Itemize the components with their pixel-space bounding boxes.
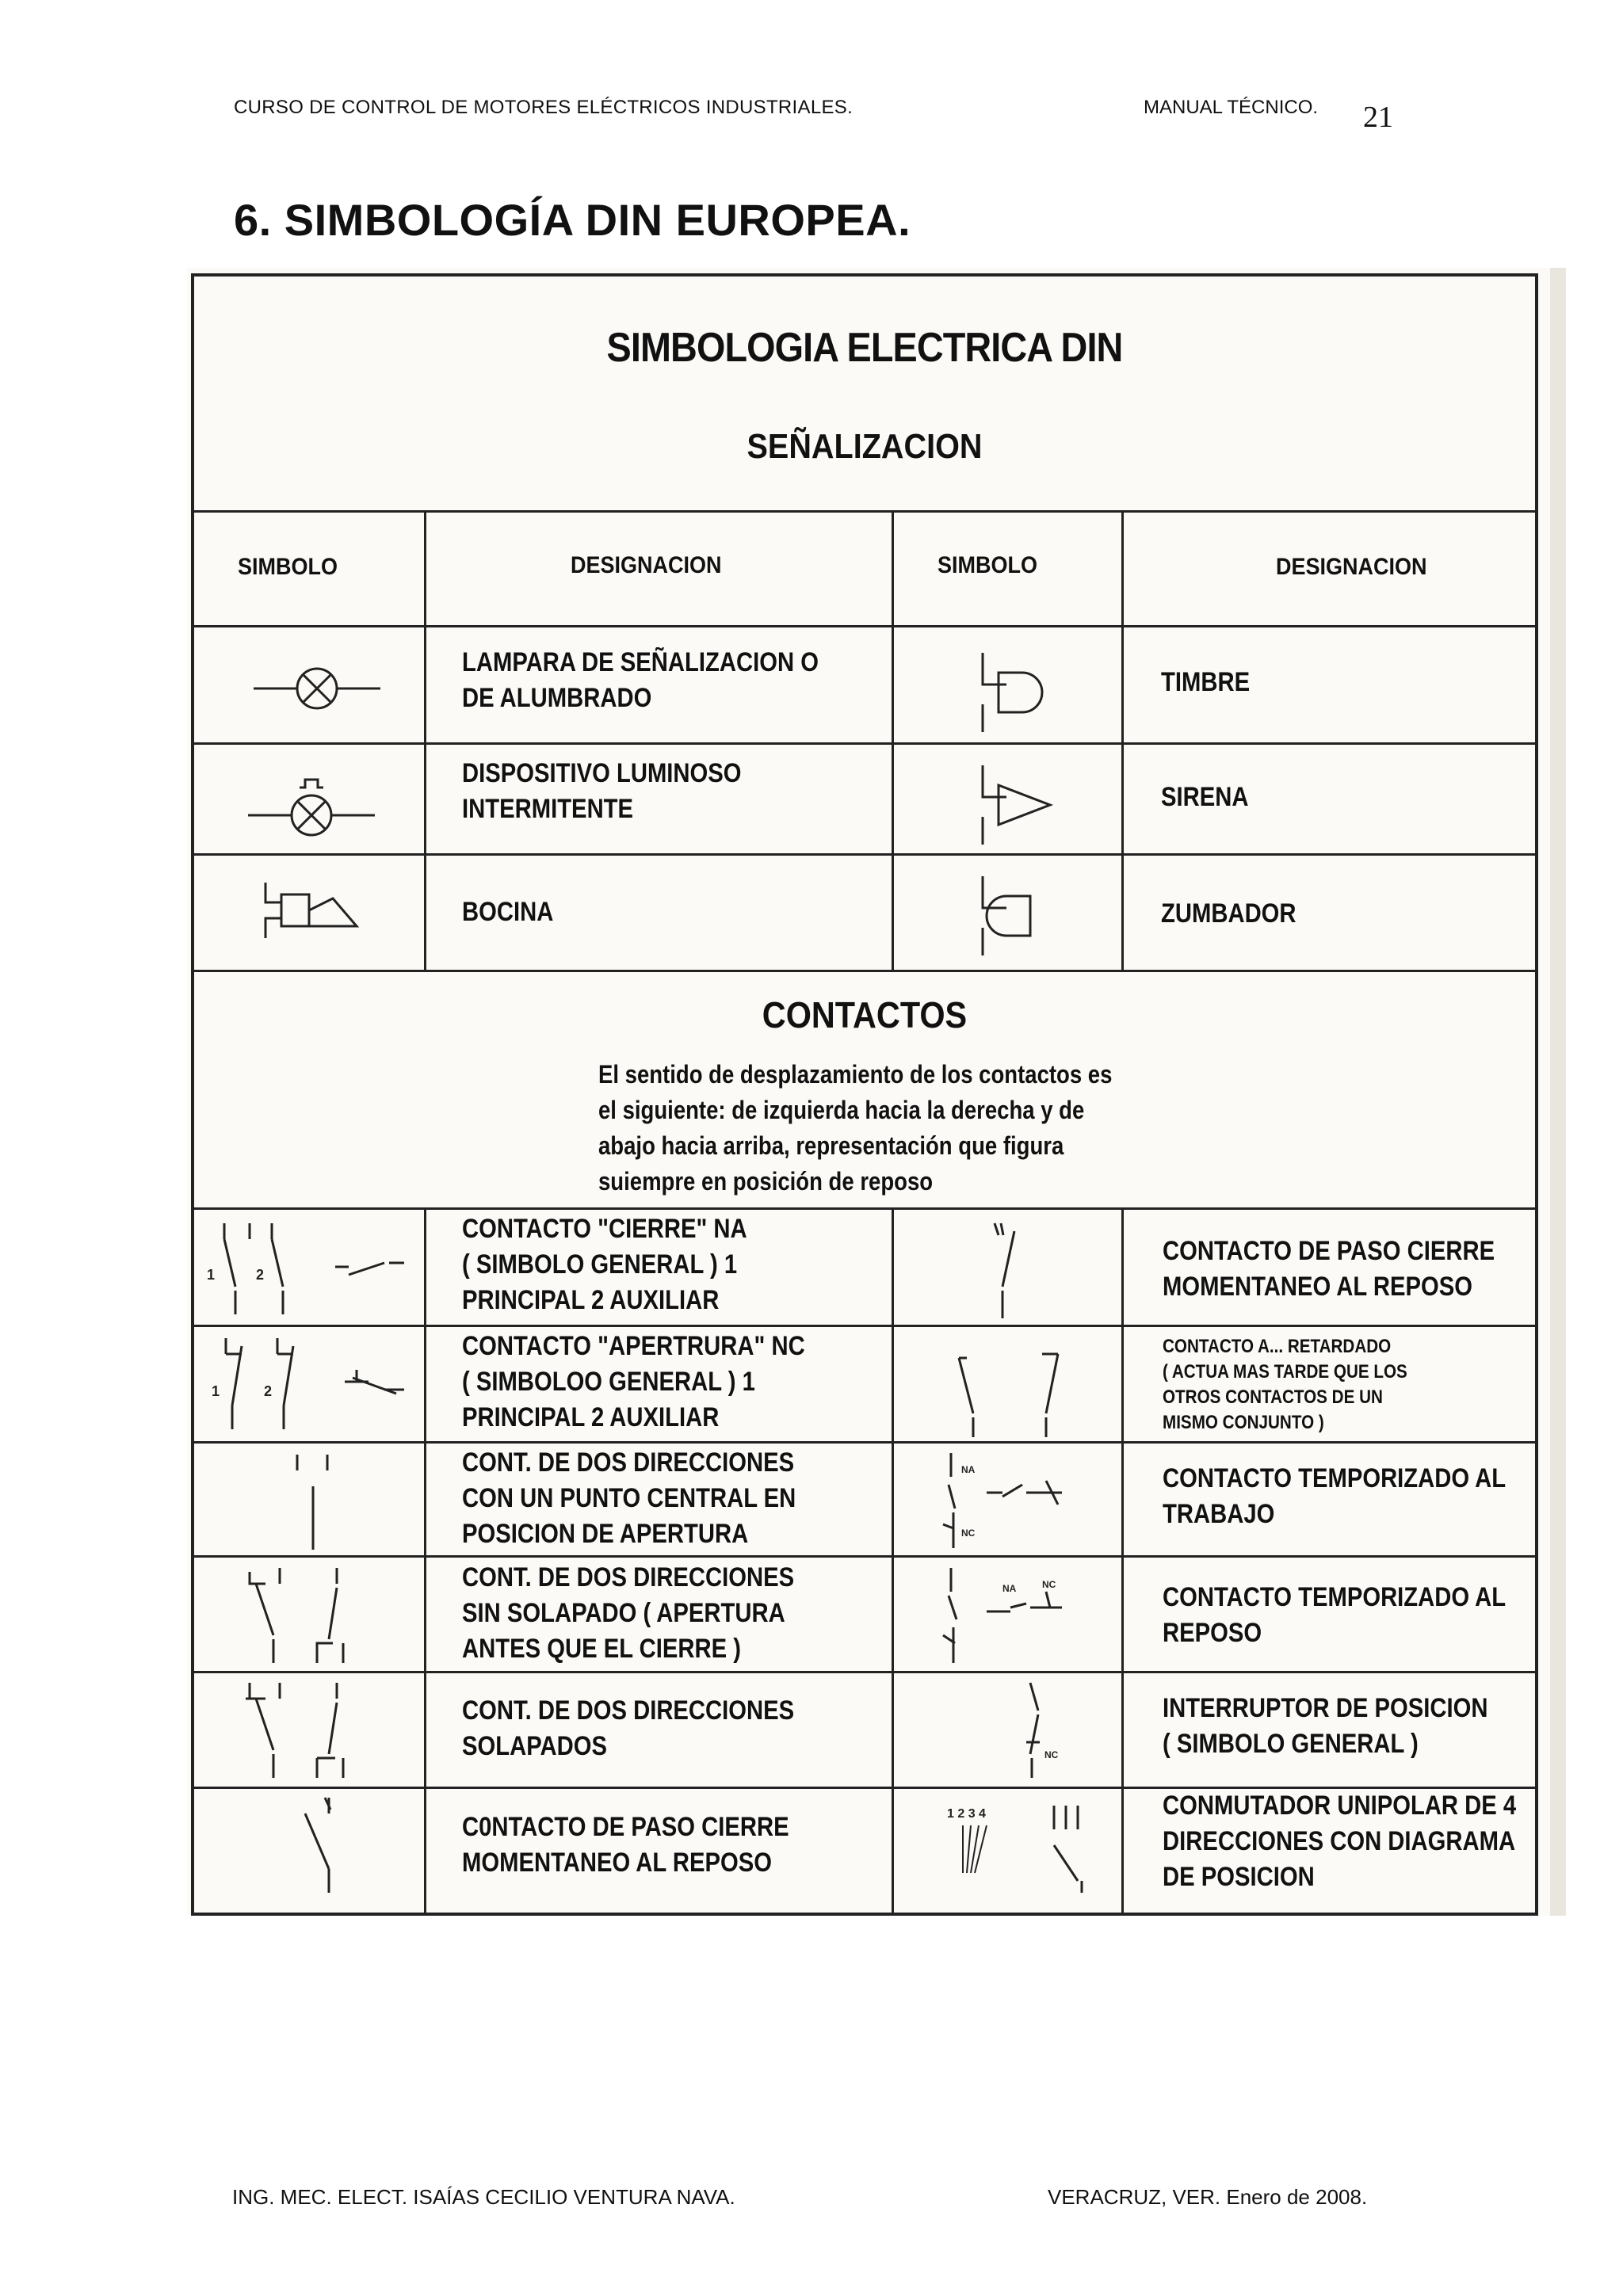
siren-icon (975, 761, 1070, 849)
rule (194, 1671, 1535, 1673)
two-way-no-overlap-label: CONT. DE DOS DIRECCIONES SIN SOLAPADO ( APERTURA ANTES QUE EL CIERRE ) (462, 1562, 795, 1664)
rule (194, 510, 1535, 513)
delayed-contact-label: CONTACTO A... RETARDADO ( ACTUA MAS TARDE QUE LOS OTROS CONTACTOS DE UN MISMO CONJUNTO ) (1163, 1336, 1407, 1433)
rule (194, 742, 1535, 745)
rule (194, 853, 1535, 856)
col-header-designation-right: DESIGNACION (1276, 554, 1427, 580)
passing-contact-right-icon (979, 1219, 1042, 1322)
buzzer-icon (975, 872, 1070, 959)
buzzer-label: ZUMBADOR (1161, 898, 1296, 929)
two-way-overlap-label: CONT. DE DOS DIRECCIONES SOLAPADOS (462, 1695, 795, 1761)
two-way-center-icon (281, 1451, 345, 1554)
table-title: SIMBOLOGIA ELECTRICA DIN (606, 325, 1123, 371)
rule (194, 1555, 1535, 1558)
passing-contact-icon (297, 1794, 361, 1897)
rule (194, 1207, 1535, 1210)
contacts-title: CONTACTOS (762, 994, 968, 1035)
lamp-icon (254, 657, 380, 720)
scan-edge (1550, 268, 1566, 1916)
label-na: NA (961, 1464, 976, 1475)
nc-contact-label: CONTACTO "APERTRURA" NC ( SIMBOLOO GENERAL ) 1 PRINCIPAL 2 AUXILIAR (462, 1331, 805, 1432)
label-positions: 1 2 3 4 (947, 1807, 986, 1821)
rule (194, 625, 1535, 627)
label-na: NA (1002, 1583, 1017, 1594)
delayed-contact-icon (935, 1338, 1086, 1441)
flashing-lamp-label: DISPOSITIVO LUMINOSO INTERMITENTE (462, 758, 742, 824)
rule (424, 1207, 426, 1916)
timed-off-contact-icon (931, 1564, 1090, 1667)
col-header-designation: DESIGNACION (571, 552, 722, 578)
rule (1121, 1207, 1124, 1916)
label-nc: NC (1044, 1749, 1059, 1760)
footer-place-date: VERACRUZ, VER. Enero de 2008. (1048, 2185, 1368, 2209)
din-symbol-table (191, 273, 1538, 1916)
rule (194, 970, 1535, 972)
two-way-overlap-icon (242, 1679, 384, 1782)
selector-switch-label: CONMUTADOR UNIPOLAR DE 4 DIRECCIONES CON DIAGRAMA DE POSICION (1163, 1791, 1517, 1892)
timed-on-contact-label: CONTACTO TEMPORIZADO AL TRABAJO (1163, 1463, 1507, 1529)
rule (1121, 510, 1124, 970)
horn-label: BOCINA (462, 897, 554, 927)
header-course: CURSO DE CONTROL DE MOTORES ELÉCTRICOS INDUSTRIALES. (234, 97, 854, 118)
lamp-label: LAMPARA DE SEÑALIZACION O DE ALUMBRADO (462, 647, 819, 713)
label-two: 2 (256, 1267, 265, 1283)
position-switch-label: INTERRUPTOR DE POSICION ( SIMBOLO GENERAL ) (1163, 1693, 1488, 1759)
bell-label: TIMBRE (1161, 667, 1251, 697)
flashing-lamp-icon (248, 760, 375, 847)
siren-label: SIRENA (1161, 782, 1249, 812)
page-number: 21 (1363, 101, 1393, 134)
nc-contact-icon (202, 1334, 408, 1437)
rule (892, 510, 894, 970)
bell-icon (975, 649, 1070, 736)
table-subtitle: SEÑALIZACION (747, 427, 983, 466)
horn-icon (258, 875, 369, 946)
passing-contact-right-label: CONTACTO DE PASO CIERRE MOMENTANEO AL REPOSO (1163, 1236, 1495, 1302)
no-contact-label: CONTACTO "CIERRE" NA ( SIMBOLO GENERAL ) 1 PRINCIPAL 2 AUXILIAR (462, 1214, 747, 1315)
col-header-symbol: SIMBOLO (238, 554, 338, 580)
no-contact-icon (202, 1219, 408, 1322)
rule (194, 1325, 1535, 1327)
label-nc: NC (1042, 1579, 1056, 1590)
timed-off-contact-label: CONTACTO TEMPORIZADO AL REPOSO (1163, 1582, 1507, 1648)
selector-switch-icon (923, 1794, 1106, 1897)
label-one: 1 (212, 1383, 220, 1399)
contacts-description: El sentido de desplazamiento de los contactos es el siguiente: de izquierda hacia la derecha y de abajo hacia arriba, representación que figura suiempre en posición de reposo (598, 1060, 1113, 1196)
passing-contact-label: C0NTACTO DE PASO CIERRE MOMENTANEO AL REPOSO (462, 1812, 789, 1878)
timed-on-contact-icon (931, 1449, 1090, 1552)
rule (194, 1441, 1535, 1444)
two-way-center-label: CONT. DE DOS DIRECCIONES CON UN PUNTO CENTRAL EN POSICION DE APERTURA (462, 1447, 796, 1549)
label-one: 1 (207, 1267, 216, 1283)
col-header-symbol-right: SIMBOLO (938, 552, 1037, 578)
two-way-no-overlap-icon (242, 1564, 384, 1667)
section-title: 6. SIMBOLOGÍA DIN EUROPEA. (234, 195, 911, 245)
label-nc: NC (961, 1527, 976, 1539)
header-manual: MANUAL TÉCNICO. (1144, 97, 1319, 118)
rule (892, 1207, 894, 1916)
label-two: 2 (264, 1383, 273, 1399)
position-switch-icon (1014, 1679, 1078, 1782)
footer-author: ING. MEC. ELECT. ISAÍAS CECILIO VENTURA NAVA. (232, 2185, 735, 2209)
rule (424, 510, 426, 970)
